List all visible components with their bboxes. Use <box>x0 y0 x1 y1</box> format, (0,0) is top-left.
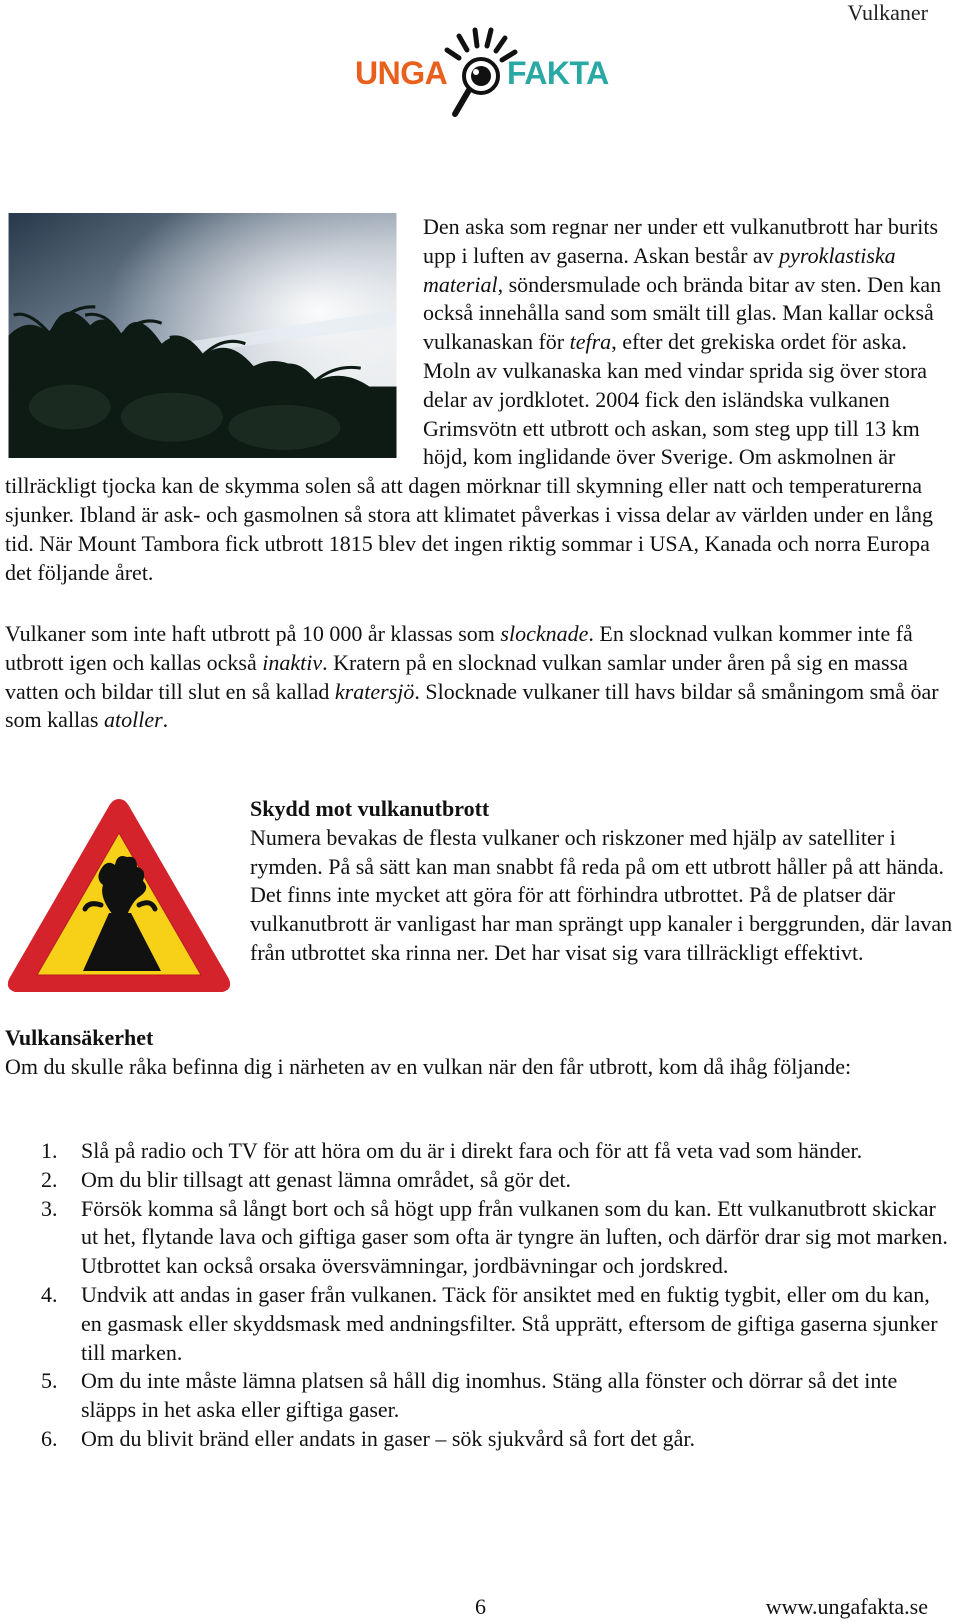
extinct-text-2: . En slocknad vulkan kommer inte få utbrott igen och kallas också <box>5 621 913 675</box>
step-number: 2. <box>41 1166 58 1192</box>
list-item <box>5 1137 955 1166</box>
logo-text-fakta: FAKTA <box>507 55 609 91</box>
unga-fakta-logo <box>355 22 609 122</box>
protection-section <box>250 795 955 968</box>
logo-text-unga: UNGA <box>355 55 448 91</box>
step-number: 3. <box>41 1195 58 1221</box>
step-number: 6. <box>41 1425 58 1451</box>
ash-term-tefra: tefra <box>569 329 612 355</box>
ash-text-2: , söndersmulade och brända bitar av sten. Den kan också innehålla sand som smält till glas. Man kallar också vulkanaskan för <box>423 271 942 355</box>
ash-term-pyroclastic: pyroklastiska material <box>423 242 896 297</box>
extinct-volcanoes-section <box>5 620 955 735</box>
step-text: Om du inte måste lämna platsen så håll dig inomhus. Stäng alla fönster och dörrar så det inte släpps in het aska eller giftiga gaser. <box>81 1368 898 1423</box>
ash-text-1: Den aska som regnar ner under ett vulkanutbrott har burits upp i luften av gaserna. Askan består av <box>423 214 939 268</box>
safety-heading: Vulkansäkerhet <box>5 1025 154 1050</box>
extinct-text-5: . <box>162 707 169 733</box>
extinct-text-4: . Slocknade vulkaner till havs bildar så småningom små öar som kallas <box>5 678 939 733</box>
protection-heading: Skydd mot vulkanutbrott <box>250 796 490 821</box>
list-item <box>5 1166 955 1195</box>
step-number: 4. <box>41 1281 58 1307</box>
list-item <box>5 1195 955 1281</box>
list-item <box>5 1367 955 1425</box>
safety-intro: Om du skulle råka befinna dig i närheten av en vulkan när den får utbrott, kom då ihåg följande: <box>5 1053 852 1079</box>
extinct-term-slocknade: slocknade <box>500 621 589 646</box>
ash-storm-photo <box>5 213 400 458</box>
footer-website-link[interactable]: www.ungafakta.se <box>765 1594 928 1619</box>
extinct-text-1: Vulkaner som inte haft utbrott på 10 000 år klassas som <box>5 621 501 646</box>
list-item <box>5 1281 955 1367</box>
volcano-warning-sign-icon <box>3 793 235 998</box>
extinct-term-inaktiv: inaktiv <box>262 649 323 675</box>
ash-text-3: , efter det grekiska ordet för aska. Moln av vulkanaska kan med vindar sprida sig över stora delar av jordklotet. 2004 fick den isländska vulkanen Grimsvötn ett utbrott och askan, som steg upp till 13 km höjd, kom inglidande över Sverige. Om askmolnen är tillräckligt tjocka kan de skymma solen så att dagen mörknar till skymning eller natt och temperaturerna sjunker. Ibland är ask- och gasmolnen så stora att klimatet påverkas i vissa delar av världen under en lång tid. När Mount Tambora fick utbrott 1815 blev det ingen riktig sommar i USA, Kanada och norra Europa det följande året. <box>5 329 933 585</box>
step-number: 1. <box>41 1138 58 1163</box>
step-text: Om du blivit bränd eller andats in gaser – sök sjukvård så fort det går. <box>81 1425 696 1451</box>
page-header-title: Vulkaner <box>847 0 928 25</box>
extinct-text-3: . Kratern på en slocknad vulkan samlar under åren på sig en massa vatten och bildar till slut en så kallad <box>5 649 908 704</box>
step-text: Om du blir tillsagt att genast lämna området, så gör det. <box>81 1166 571 1192</box>
safety-section <box>5 1024 955 1082</box>
extinct-term-atoller: atoller <box>104 707 163 733</box>
list-item <box>5 1425 955 1454</box>
safety-steps-list <box>5 1137 955 1454</box>
extinct-volcanoes-paragraph <box>5 620 955 735</box>
step-text: Slå på radio och TV för att höra om du är i direkt fara och för att få veta vad som händer. <box>81 1138 863 1163</box>
extinct-term-kratersjo: kratersjö <box>334 678 415 704</box>
step-text: Undvik att andas in gaser från vulkanen. Täck för ansiktet med en fuktig tygbit, eller om du kan, en gasmask eller skyddsmask med andningsfilter. Stå upprätt, eftersom de giftiga gaserna sjunker till marken. <box>81 1281 938 1365</box>
page-number: 6 <box>475 1594 486 1619</box>
step-text: Försök komma så långt bort och så högt upp från vulkanen som du kan. Ett vulkanutbrott skickar ut het, flytande lava och giftiga gaser som ofta är tyngre än luften, och därför drar sig mot marken. Utbrottet kan också orsaka översvämningar, jordbävningar och jordskred. <box>81 1195 948 1279</box>
volcanic-ash-section <box>5 213 955 587</box>
step-number: 5. <box>41 1368 58 1394</box>
protection-paragraph: Numera bevakas de flesta vulkaner och riskzoner med hjälp av satelliter i rymden. På så sätt kan man snabbt få reda på om ett utbrott håller på att hända. Det finns inte mycket att göra för att förhindra utbrottet. På de platser där vulkanutbrott är vanligast har man sprängt upp kanaler i berggrunden, där lavan från utbrottet ska rinna ner. Det har visat sig vara tillräckligt effektivt. <box>250 824 953 965</box>
